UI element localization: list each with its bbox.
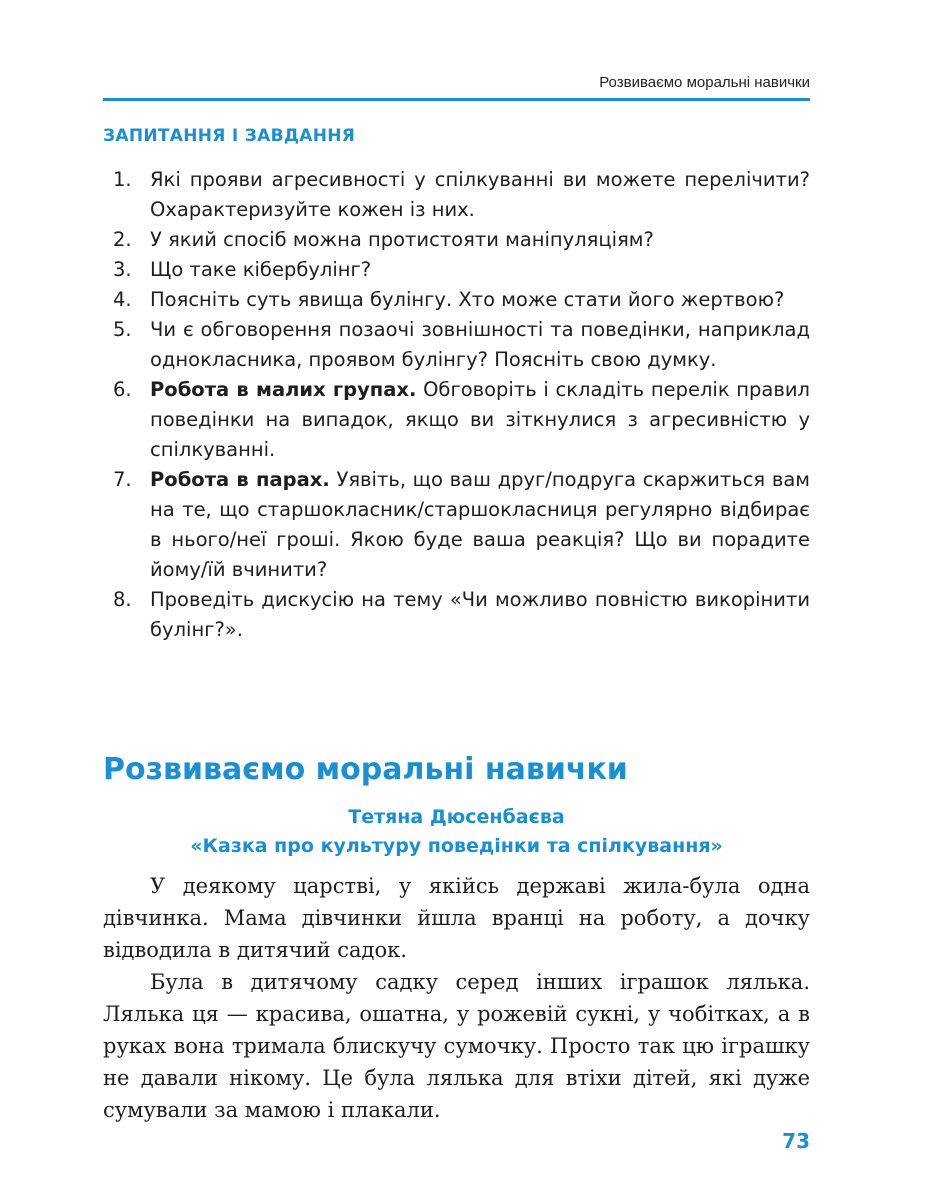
running-header: Розвиваємо моральні навички xyxy=(599,74,810,91)
item-number: 7. xyxy=(113,468,132,491)
item-number: 5. xyxy=(113,318,132,341)
list-item xyxy=(103,285,810,315)
item-text: Поясніть суть явища булінгу. Хто може стати його жертвою? xyxy=(150,288,785,311)
item-number: 4. xyxy=(113,288,132,311)
item-number: 6. xyxy=(113,378,132,401)
list-item xyxy=(103,255,810,285)
item-text: У який спосіб можна протистояти маніпуляціям? xyxy=(150,228,654,251)
item-text: Що таке кібербулінг? xyxy=(150,258,372,281)
item-bold-lead: Робота в малих групах. xyxy=(150,378,417,401)
story-paragraph: Була в дитячому садку серед інших іграшок лялька. Лялька ця — красива, ошатна, у рожевій сукні, у чобітках, а в руках вона тримала блискучу сумочку. Просто так цю іграшку не давали нікому. Це була лялька для втіхи дітей, які дуже сумували за мамою і плакали. xyxy=(103,970,810,1122)
item-number: 3. xyxy=(113,258,132,281)
questions-heading: ЗАПИТАННЯ І ЗАВДАННЯ xyxy=(103,126,356,146)
list-item xyxy=(103,465,810,585)
item-number: 8. xyxy=(113,588,132,611)
story-text xyxy=(103,870,810,1126)
item-text: Чи є обговорення позаочі зовнішності та поведінки, наприклад однокласника, проявом булінгу? Поясніть свою думку. xyxy=(150,318,810,371)
item-text: Проведіть дискусію на тему «Чи можливо повністю викорінити булінг?». xyxy=(150,588,810,641)
work-title: «Казка про культуру поведінки та спілкування» xyxy=(190,835,723,857)
item-text: Обговоріть і складіть перелік правил поведінки на випадок, якщо ви зіткнулися з агресивністю у спілкуванні. xyxy=(150,378,810,461)
questions-list xyxy=(103,165,810,645)
item-number: 2. xyxy=(113,228,132,251)
list-item xyxy=(103,585,810,645)
item-text: Які прояви агресивності у спілкуванні ви можете перелічити? Охарактеризуйте кожен із них. xyxy=(150,168,810,221)
list-item xyxy=(103,375,810,465)
header-rule xyxy=(103,98,810,101)
author-name: Тетяна Дюсенбаєва xyxy=(348,806,565,828)
item-bold-lead: Робота в парах. xyxy=(150,468,330,491)
story-paragraph: У деякому царстві, у якійсь державі жила-була одна дівчинка. Мама дівчинки йшла вранці на роботу, а дочку відводила в дитячий садок. xyxy=(103,874,810,962)
item-text: Уявіть, що ваш друг/подруга скаржиться вам на те, що старшокласник/старшокласниця регулярно відбирає в нього/неї гроші. Якою буде ваша реакція? Що ви порадите йому/їй вчинити? xyxy=(150,468,810,581)
section-title: Розвиваємо моральні навички xyxy=(103,752,628,787)
item-number: 1. xyxy=(113,168,132,191)
list-item xyxy=(103,165,810,225)
list-item xyxy=(103,315,810,375)
page-number: 73 xyxy=(782,1129,810,1153)
list-item xyxy=(103,225,810,255)
